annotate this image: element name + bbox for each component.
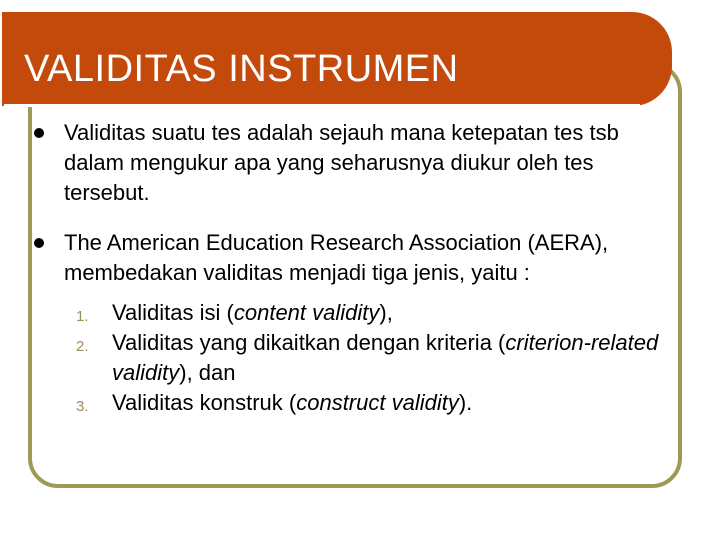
bullet-dot-icon [34,238,44,248]
bullet-dot-icon [34,128,44,138]
item-text-prefix: Validitas konstruk ( [112,390,297,415]
item-text-suffix: ), dan [179,360,236,385]
item-number: 3. [76,398,89,415]
numbered-item [64,388,674,418]
slide-title: VALIDITAS INSTRUMEN [24,48,459,90]
bullet-item [34,118,674,208]
item-text-suffix: ). [458,390,473,415]
item-text-italic: criterion-related validity [112,330,659,385]
numbered-list [64,298,674,418]
bullet-text: The American Education Research Association (AERA), membedakan validitas menjadi tiga jenis, yaitu : [64,230,609,285]
title-underline [4,104,640,107]
bullet-item [34,228,674,418]
numbered-item [64,298,674,328]
slide-content [34,118,674,438]
item-text-suffix: ), [379,300,393,325]
bullet-text: Validitas suatu tes adalah sejauh mana ketepatan tes tsb dalam mengukur apa yang seharusnya diukur oleh tes tersebut. [64,120,619,205]
numbered-item [64,328,674,388]
item-number: 2. [76,338,89,355]
item-text-prefix: Validitas isi ( [112,300,234,325]
item-number: 1. [76,308,89,325]
item-text-italic: content validity [233,300,380,325]
item-text-prefix: Validitas yang dikaitkan dengan kriteria ( [112,330,506,355]
item-text-italic: construct validity [296,390,459,415]
title-bar [2,12,672,106]
